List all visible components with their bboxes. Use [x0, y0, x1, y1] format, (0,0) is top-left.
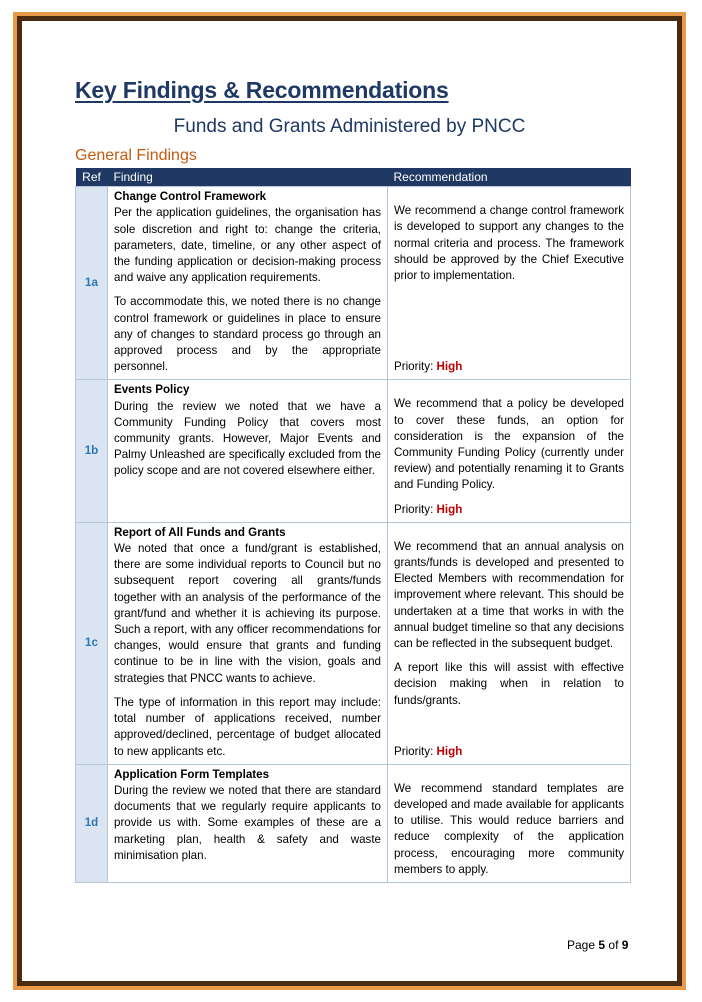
priority-line	[394, 359, 462, 375]
current-page: 5	[598, 938, 606, 952]
finding-cell	[108, 380, 388, 522]
table-row	[76, 764, 631, 882]
finding-text: We noted that once a fund/grant is established, there are some individual reports to Council but no subsequent report covering all grants/funds together with an analysis of the performance of the grant/fund and whether it is achieving its purpose. Such a report, with any officer recommendations for changes, would ensure that grants and funding continue to be in line with the vision, goals and strategies that PNCC wants to achieve.	[114, 542, 381, 685]
column-header-recommendation: Recommendation	[388, 168, 631, 187]
page-number	[567, 938, 628, 952]
finding-text: The type of information in this report may include: total number of applications received, number approved/declined, percentage of budget allocated to new applicants etc.	[114, 695, 381, 758]
finding-cell	[108, 187, 388, 380]
recommendation-cell	[388, 522, 631, 764]
priority-value: High	[436, 360, 463, 374]
finding-text: To accommodate this, we noted there is no change control framework or guidelines in place to ensure any of changes to standard process go through an approved process and by the appropriate personnel.	[114, 295, 381, 374]
row-ref: 1d	[76, 764, 108, 882]
priority-line	[394, 502, 624, 518]
row-ref: 1a	[76, 187, 108, 380]
recommendation-text: A report like this will assist with effective decision making when in relation to funds/grants.	[394, 661, 624, 707]
finding-title: Events Policy	[114, 383, 190, 397]
finding-text: During the review we noted that there are standard documents that we regularly require applicants to provide us with. Some examples of these are a marketing plan, health & safety and waste minimisation plan.	[114, 783, 381, 862]
finding-text: During the review we noted that we have a Community Funding Policy that covers most community grants. However, Major Events and Palmy Unleashed are specifically excluded from the policy scope and are not covered elsewhere either.	[114, 399, 381, 478]
document-page	[22, 21, 677, 981]
page-subtitle: Funds and Grants Administered by PNCC	[173, 116, 526, 137]
recommendation-text: We recommend that an annual analysis on grants/funds is developed and presented to Elected Members with recommendation for improvement where relevant. This should be undertaken at a time that works in with the annual budget timeline so that any decisions can be reflected in the subsequent budget.	[394, 539, 624, 651]
finding-title: Report of All Funds and Grants	[114, 525, 286, 539]
of-label: of	[608, 938, 619, 952]
finding-cell	[108, 522, 388, 764]
finding-cell	[108, 764, 388, 882]
priority-line	[394, 744, 462, 760]
table-row	[76, 187, 631, 380]
recommendation-text: We recommend a change control framework is developed to support any changes to the normal criteria and process. The framework should be approved by the Chief Executive prior to implementation.	[394, 204, 624, 283]
column-header-ref: Ref	[76, 168, 108, 187]
priority-value: High	[436, 502, 463, 516]
recommendation-text: We recommend standard templates are developed and made available for applicants to utilise. This would reduce barriers and reduce complexity of the application process, encouraging more community members to apply.	[394, 781, 624, 876]
page-label: Page	[567, 938, 596, 952]
total-pages: 9	[621, 938, 629, 952]
priority-label: Priority:	[394, 360, 434, 374]
findings-table	[75, 168, 631, 883]
finding-text: Per the application guidelines, the organisation has sole discretion and right to: change the criteria, parameters, date, timeline, or any other aspect of the funding application or decision-making process and waive any application requirements.	[114, 206, 381, 285]
row-ref: 1b	[76, 380, 108, 522]
recommendation-text: We recommend that a policy be developed to cover these funds, an option for consideration is the expansion of the Community Funding Policy (currently under review) and potentially renaming it to Grants and Funding Policy.	[394, 397, 624, 492]
row-ref: 1c	[76, 522, 108, 764]
recommendation-cell	[388, 187, 631, 380]
recommendation-cell	[388, 764, 631, 882]
priority-label: Priority:	[394, 502, 434, 516]
table-header-row	[76, 168, 631, 187]
page-title: Key Findings & Recommendations	[75, 77, 449, 103]
priority-label: Priority:	[394, 744, 434, 758]
table-row	[76, 522, 631, 764]
finding-title: Application Form Templates	[114, 767, 270, 781]
recommendation-cell	[388, 380, 631, 522]
section-heading: General Findings	[75, 147, 197, 164]
column-header-finding: Finding	[108, 168, 388, 187]
priority-value: High	[436, 744, 463, 758]
finding-title: Change Control Framework	[114, 190, 267, 204]
table-row	[76, 380, 631, 522]
